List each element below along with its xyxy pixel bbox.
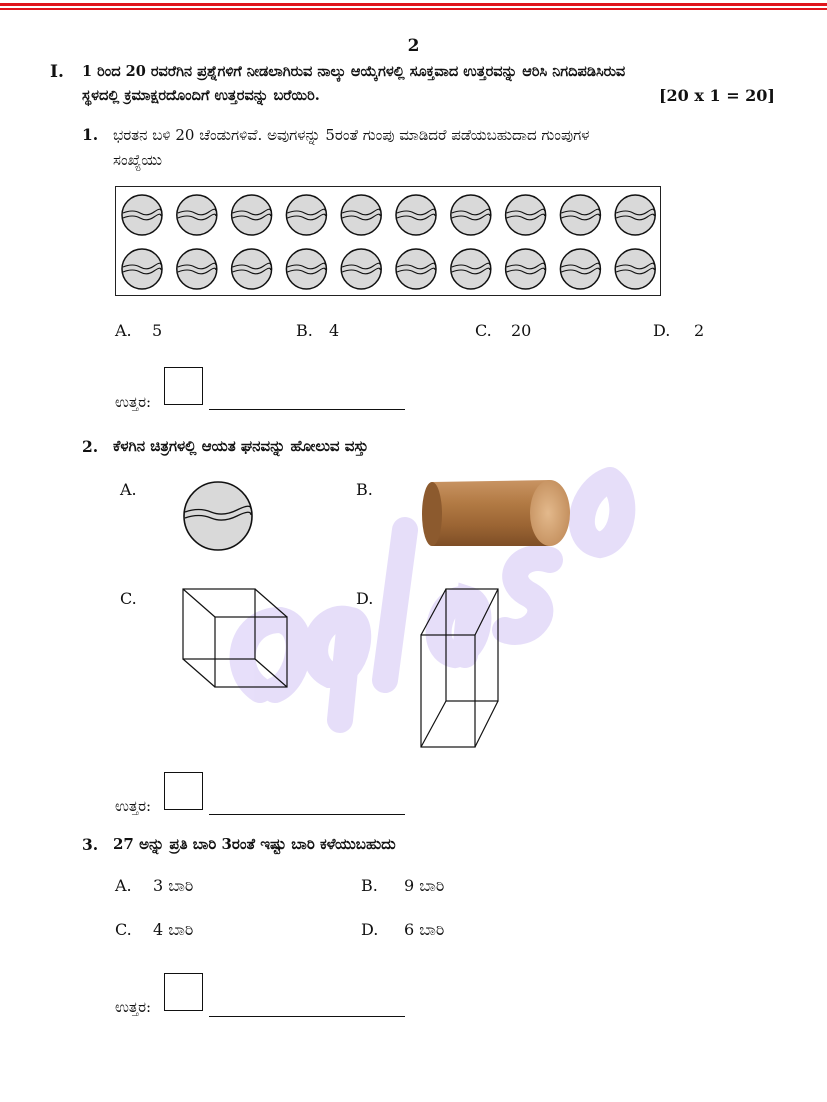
ball-icon <box>560 195 600 235</box>
q2-text: ಕೆಳಗಿನ ಚಿತ್ರಗಳಲ್ಲಿ ಆಯತ ಘನವನ್ನು ಹೋಲುವ ವಸ್ತು <box>113 437 369 455</box>
ball-icon <box>286 195 326 235</box>
q2-option-c-label: C. <box>120 589 137 608</box>
q1-answer-line[interactable] <box>209 409 405 410</box>
ball-icon <box>122 195 162 235</box>
q1-answer-box[interactable] <box>164 367 203 405</box>
page-number: 2 <box>407 36 420 56</box>
q2-option-b-label: B. <box>356 480 373 499</box>
q3-option-c-value: 4 ಬಾರಿ <box>153 920 194 939</box>
ball-icon <box>341 195 381 235</box>
q1-option-a-value: 5 <box>152 321 163 340</box>
q2-option-a-ball-figure <box>181 479 255 553</box>
q2-answer-line[interactable] <box>209 814 405 815</box>
ball-icon <box>506 249 546 289</box>
ball-icon <box>615 195 655 235</box>
q2-answer-box[interactable] <box>164 772 203 810</box>
ball-icon <box>232 249 272 289</box>
q1-text-line1: ಭರತನ ಬಳಿ 20 ಚೆಂಡುಗಳಿವೆ. ಅವುಗಳನ್ನು 5ರಂತೆ ಗುಂಪು ಮಾಡಿದರೆ ಪಡೆಯಬಹುದಾದ ಗುಂಪುಗಳ <box>113 126 590 144</box>
ball-icon <box>451 249 491 289</box>
q2-option-a-label: A. <box>120 480 137 499</box>
q1-option-d-label: D. <box>653 321 671 340</box>
ball-icon <box>122 249 162 289</box>
ball-icon <box>341 249 381 289</box>
q1-balls-frame <box>115 186 661 296</box>
section-marks: [20 x 1 = 20] <box>658 86 775 105</box>
q3-number: 3. <box>82 835 99 854</box>
q2-number: 2. <box>82 437 99 456</box>
ball-icon <box>396 195 436 235</box>
q2-option-d-cuboid-figure <box>419 587 503 751</box>
q1-text-line2: ಸಂಖ್ಯೆಯು <box>113 151 163 169</box>
q3-text: 27 ಅನ್ನು ಪ್ರತಿ ಬಾರಿ 3ರಂತೆ ಇಷ್ಟು ಬಾರಿ ಕಳೆಯುಬಹುದು <box>113 835 396 853</box>
q3-option-a-label: A. <box>115 876 132 895</box>
q1-option-b-value: 4 <box>329 321 340 340</box>
q1-option-a-label: A. <box>115 321 132 340</box>
q1-option-c-value: 20 <box>511 321 532 340</box>
ball-icon <box>451 195 491 235</box>
q1-answer-label: ಉತ್ತರ: <box>115 393 152 411</box>
q3-answer-line[interactable] <box>209 1016 405 1017</box>
q1-balls-figure <box>116 187 662 297</box>
q3-option-a-value: 3 ಬಾರಿ <box>153 876 194 895</box>
q2-answer-label: ಉತ್ತರ: <box>115 797 152 815</box>
top-red-rule-lower <box>0 8 827 10</box>
q3-option-b-label: B. <box>361 876 378 895</box>
ball-icon <box>177 249 217 289</box>
q3-answer-box[interactable] <box>164 973 203 1011</box>
section-instruction-line2: ಸ್ಥಳದಲ್ಲಿ ಕ್ರಮಾಕ್ಷರದೊಂದಿಗೆ ಉತ್ತರವನ್ನು ಬರೆಯಿರಿ. <box>82 87 320 104</box>
ball-icon <box>615 249 655 289</box>
q3-option-c-label: C. <box>115 920 132 939</box>
q1-number: 1. <box>82 125 99 144</box>
q3-answer-label: ಉತ್ತರ: <box>115 998 152 1016</box>
ball-icon <box>177 195 217 235</box>
top-red-rule <box>0 3 827 6</box>
q1-option-d-value: 2 <box>694 321 705 340</box>
q3-option-d-value: 6 ಬಾರಿ <box>404 920 445 939</box>
ball-icon <box>396 249 436 289</box>
q1-option-b-label: B. <box>296 321 313 340</box>
ball-icon <box>560 249 600 289</box>
ball-icon <box>232 195 272 235</box>
q2-option-d-label: D. <box>356 589 374 608</box>
q3-option-b-value: 9 ಬಾರಿ <box>404 876 445 895</box>
q2-option-c-cube-figure <box>181 587 291 691</box>
q3-option-d-label: D. <box>361 920 379 939</box>
section-number: I. <box>50 62 64 82</box>
section-instruction-line1: 1 ರಿಂದ 20 ರವರೆಗಿನ ಪ್ರಶ್ನೆಗಳಿಗೆ ನೀಡಲಾಗಿರುವ ನಾಲ್ಕು ಆಯ್ಕೆಗಳಲ್ಲಿ ಸೂಕ್ತವಾದ ಉತ್ತರವನ್ನು ಆರಿಸಿ ನಿಗದಿಪಡಿಸಿರುವ <box>82 63 626 80</box>
ball-icon <box>506 195 546 235</box>
q1-option-c-label: C. <box>475 321 492 340</box>
q2-option-b-cylinder-figure <box>420 478 580 550</box>
ball-icon <box>286 249 326 289</box>
